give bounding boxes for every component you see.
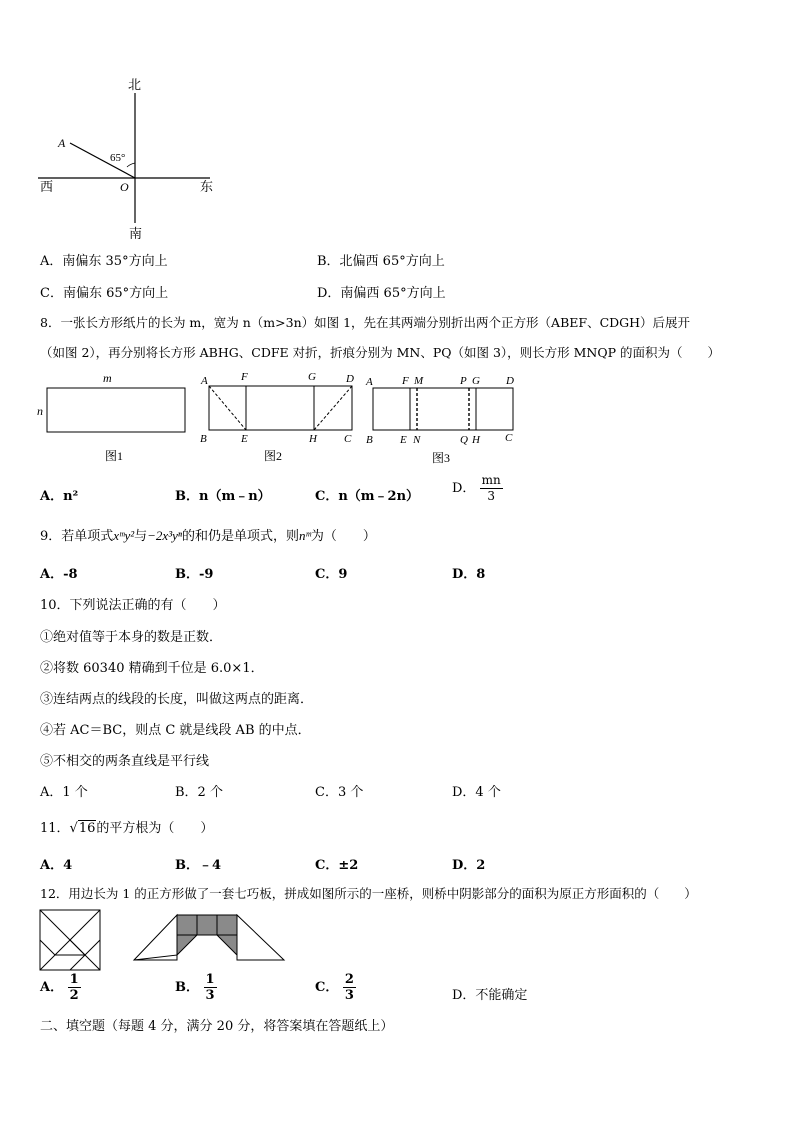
- origin-label: O: [120, 180, 129, 194]
- q9-suffix: 的和仍是单项式，则: [181, 529, 299, 544]
- q12-option-a-fraction: [68, 972, 81, 1003]
- q9-term1: xᵐy²: [113, 528, 135, 543]
- q11-option-a[interactable]: A．4: [40, 858, 73, 873]
- q9-middle: 与: [134, 529, 148, 544]
- tangram-bridge-figure: [132, 910, 287, 965]
- fraction-numerator: 1: [205, 972, 215, 987]
- fig2-label-b: B: [200, 433, 207, 445]
- north-label: 北: [128, 77, 142, 92]
- compass-figure: [30, 75, 230, 245]
- q10-item-2: ②将数 60340 精确到千位是 6.0×1．: [40, 661, 264, 676]
- q10-item-1: ①绝对值等于本身的数是正数．: [40, 630, 223, 645]
- q12-option-a[interactable]: [40, 972, 81, 1003]
- fraction-denominator: 2: [69, 988, 79, 1003]
- fig3-label-b: B: [366, 434, 373, 446]
- q10-option-c[interactable]: C．3 个: [315, 785, 364, 800]
- fig3-label-m: M: [414, 375, 424, 387]
- q9-option-c[interactable]: C．9: [315, 567, 348, 582]
- q10-option-a[interactable]: A．1 个: [40, 785, 88, 800]
- q12-stem: 12．用边长为 1 的正方形做了一套七巧板，拼成如图所示的一座桥，则桥中阴影部分的面积为原正方形面积的（ ）: [40, 886, 697, 901]
- q12-option-c-fraction: [343, 972, 356, 1003]
- fig3-label-a: A: [366, 376, 373, 388]
- q11-radicand: 16: [78, 821, 96, 836]
- fig3-label-e: E: [400, 434, 407, 446]
- q12-option-b-label: B．: [175, 980, 199, 995]
- q10-item-3: ③连结两点的线段的长度，叫做这两点的距离．: [40, 692, 314, 707]
- fig3-label-g: G: [472, 375, 480, 387]
- q11-option-c[interactable]: C．±2: [315, 858, 359, 873]
- point-a-label: A: [58, 136, 66, 150]
- fig2-label-f: F: [241, 371, 248, 383]
- fig3-label-h: H: [472, 434, 480, 446]
- fraction-denominator: 3: [205, 988, 215, 1003]
- section-2-heading: 二、填空题（每题 4 分，满分 20 分，将答案填在答题纸上）: [40, 1019, 394, 1034]
- q11-suffix: 的平方根为（ ）: [96, 821, 214, 836]
- tangram-square-figure: [38, 908, 108, 973]
- q10-item-4: ④若 AC＝BC，则点 C 就是线段 AB 的中点．: [40, 723, 311, 738]
- fig3-label-c: C: [505, 432, 513, 444]
- east-label: 东: [200, 179, 214, 194]
- fig1-caption: 图1: [105, 449, 124, 463]
- fig2-label-c: C: [344, 433, 352, 445]
- fig3-label-q: Q: [460, 434, 468, 446]
- q10-option-d[interactable]: D．4 个: [452, 785, 501, 800]
- fraction-denominator: 3: [487, 489, 495, 503]
- fig2-label-h: H: [309, 433, 317, 445]
- sqrt-symbol: √: [69, 821, 78, 836]
- q8-stem-line2: （如图 2），再分别将长方形 ABHG、CDFE 对折，折痕分别为 MN、PQ（如图 3），则长方形 MNQP 的面积为（ ）: [40, 345, 720, 360]
- q8-figure-3: [362, 368, 527, 468]
- q11-prefix: 11．: [40, 821, 70, 836]
- fig3-label-n: N: [413, 434, 421, 446]
- q9-end: 为（ ）: [310, 529, 376, 544]
- q8-option-d-label: D．: [452, 481, 476, 496]
- q12-option-d[interactable]: D．不能确定: [452, 988, 528, 1003]
- q10-option-b[interactable]: B．2 个: [175, 785, 223, 800]
- q12-option-b[interactable]: [175, 972, 217, 1003]
- q12-option-a-label: A．: [40, 980, 64, 995]
- south-label: 南: [129, 226, 143, 241]
- q12-option-c[interactable]: [315, 972, 356, 1003]
- q10-item-5: ⑤不相交的两条直线是平行线: [40, 754, 210, 769]
- q7-option-c[interactable]: C．南偏东 65°方向上: [40, 286, 169, 301]
- q9-stem: [40, 525, 376, 544]
- q8-figure-2: [198, 368, 363, 468]
- fig3-caption: 图3: [432, 451, 451, 465]
- fraction-numerator: 2: [344, 972, 354, 987]
- fig2-label-e: E: [241, 433, 248, 445]
- q9-option-a[interactable]: A．-8: [40, 567, 78, 582]
- angle-label: 65°: [110, 152, 126, 164]
- q11-stem: [40, 817, 213, 836]
- fig2-caption: 图2: [264, 449, 283, 463]
- q8-stem-line1: 8．一张长方形纸片的长为 m，宽为 n（m>3n）如图 1，先在其两端分别折出两个正方形（ABEF、CDGH）后展开: [40, 315, 691, 330]
- fig2-label-a: A: [201, 375, 208, 387]
- q9-option-b[interactable]: B．-9: [175, 567, 214, 582]
- q7-option-a[interactable]: A．南偏东 35°方向上: [40, 254, 168, 269]
- fraction-numerator: mn: [481, 473, 501, 487]
- fig2-label-g: G: [308, 371, 316, 383]
- fig1-m-label: m: [103, 371, 112, 385]
- fraction-denominator: 3: [344, 988, 354, 1003]
- q11-option-b[interactable]: B．﹣4: [175, 858, 222, 873]
- q7-option-b[interactable]: B．北偏西 65°方向上: [317, 254, 445, 269]
- q8-option-b[interactable]: B．n（m﹣n）: [175, 489, 271, 504]
- fig2-label-d: D: [346, 373, 354, 385]
- q8-option-a[interactable]: A．n²: [40, 489, 79, 504]
- q9-prefix: 9．若单项式: [40, 529, 114, 544]
- q8-option-c[interactable]: C．n（m﹣2n）: [315, 489, 420, 504]
- q9-expr: nᵐ: [298, 528, 311, 543]
- fig3-label-f: F: [402, 375, 409, 387]
- q11-option-d[interactable]: D．2: [452, 858, 486, 873]
- q9-term2: −2x³yⁿ: [147, 528, 182, 543]
- q8-option-d[interactable]: [452, 473, 503, 504]
- q9-option-d[interactable]: D．8: [452, 567, 486, 582]
- q12-option-b-fraction: [204, 972, 217, 1003]
- q10-stem: 10．下列说法正确的有（ ）: [40, 598, 226, 613]
- fig3-label-p: P: [460, 375, 467, 387]
- fraction-numerator: 1: [69, 972, 79, 987]
- q8-figure-1: [35, 368, 195, 468]
- q8-option-d-fraction: [480, 473, 503, 504]
- west-label: 西: [40, 179, 54, 194]
- angle-arc: [127, 163, 135, 167]
- q7-option-d[interactable]: D．南偏西 65°方向上: [317, 286, 446, 301]
- fig1-n-label: n: [37, 404, 43, 418]
- q12-option-c-label: C．: [315, 980, 339, 995]
- fig3-label-d: D: [506, 375, 514, 387]
